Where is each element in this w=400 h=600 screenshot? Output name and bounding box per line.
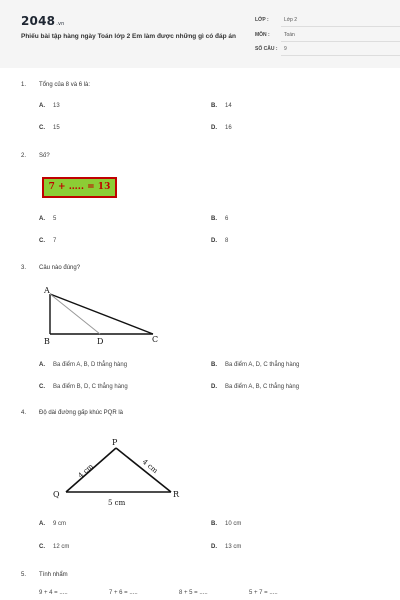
meta-class-value: Lớp 2 xyxy=(284,17,298,23)
site-logo[interactable] xyxy=(21,14,65,28)
option-letter: B. xyxy=(211,521,217,527)
option-text: 15 xyxy=(53,125,60,131)
option-text: 14 xyxy=(225,103,232,109)
q4-option-a[interactable] xyxy=(39,521,66,527)
option-letter: D. xyxy=(211,125,217,131)
option-text: 12 cm xyxy=(53,544,70,550)
option-letter: B. xyxy=(211,216,217,222)
q5-item-2: 7 + 6 = ..... xyxy=(109,590,138,596)
q3-option-a[interactable] xyxy=(39,362,127,368)
q2-option-d[interactable] xyxy=(211,238,228,244)
question-number: 1. xyxy=(21,82,27,88)
option-text: Ba điểm A, B, C thẳng hàng xyxy=(225,384,300,390)
q5-item-1: 9 + 4 = ..... xyxy=(39,590,68,596)
q4-option-d[interactable] xyxy=(211,544,241,550)
option-text: Ba điểm A, B, D thẳng hàng xyxy=(53,362,128,368)
q4-option-b[interactable] xyxy=(211,521,241,527)
q1-option-c[interactable] xyxy=(39,125,60,131)
q1-option-b[interactable] xyxy=(211,103,232,109)
triangle-abc-figure xyxy=(38,282,168,348)
equation-box: 7 + ….. = 13 xyxy=(42,177,117,198)
question-number: 5. xyxy=(21,572,27,578)
meta-subject-key: MÔN : xyxy=(255,32,270,38)
meta-divider xyxy=(281,26,400,27)
logo-text: 2048 xyxy=(21,14,56,28)
label-point-d: D xyxy=(97,337,104,346)
option-letter: B. xyxy=(211,362,217,368)
meta-divider xyxy=(281,55,400,56)
triangle-pqr-figure xyxy=(48,434,188,510)
option-text: 6 xyxy=(225,216,229,222)
option-text: 9 cm xyxy=(53,521,67,527)
label-side-pr: 4 cm xyxy=(140,457,160,475)
q3-option-d[interactable] xyxy=(211,384,299,390)
meta-count-key: SỐ CÂU : xyxy=(255,46,278,52)
meta-count-value: 9 xyxy=(284,46,287,52)
q2-option-c[interactable] xyxy=(39,238,56,244)
option-text: 7 xyxy=(53,238,57,244)
option-letter: D. xyxy=(211,238,217,244)
option-letter: A. xyxy=(39,216,45,222)
q4-option-c[interactable] xyxy=(39,544,69,550)
meta-divider xyxy=(281,41,400,42)
q2-option-b[interactable] xyxy=(211,216,228,222)
option-text: 16 xyxy=(225,125,232,131)
q1-option-d[interactable] xyxy=(211,125,232,131)
option-text: Ba điểm A, D, C thẳng hàng xyxy=(225,362,300,368)
question-text: Số? xyxy=(39,153,50,159)
label-point-r: R xyxy=(173,490,180,499)
logo-suffix: .vn xyxy=(56,21,65,27)
label-point-c: C xyxy=(152,335,159,344)
worksheet-title: Phiếu bài tập hàng ngày Toán lớp 2 Em làm được những gì có đáp án xyxy=(21,33,237,40)
option-letter: C. xyxy=(39,544,45,550)
option-text: 13 xyxy=(53,103,60,109)
meta-subject-value: Toán xyxy=(284,32,295,38)
label-side-qr: 5 cm xyxy=(108,499,126,507)
q5-item-4: 5 + 7 = ..... xyxy=(249,590,278,596)
meta-class-key: LỚP : xyxy=(255,17,269,23)
question-text: Độ dài đường gấp khúc PQR là xyxy=(39,410,123,416)
option-text: 8 xyxy=(225,238,229,244)
question-number: 4. xyxy=(21,410,27,416)
option-text: 13 cm xyxy=(225,544,242,550)
q3-option-b[interactable] xyxy=(211,362,299,368)
label-point-q: Q xyxy=(53,490,60,499)
label-point-b: B xyxy=(44,337,50,346)
option-text: 10 cm xyxy=(225,521,242,527)
option-letter: B. xyxy=(211,103,217,109)
question-text: Tính nhẩm xyxy=(39,572,68,578)
option-letter: C. xyxy=(39,384,45,390)
label-point-p: P xyxy=(112,438,118,447)
option-text: 5 xyxy=(53,216,57,222)
question-text: Câu nào đúng? xyxy=(39,265,81,271)
option-text: Ba điểm B, D, C thẳng hàng xyxy=(53,384,128,390)
label-side-pq: 4 cm xyxy=(76,462,95,480)
label-point-a: A xyxy=(44,286,50,295)
option-letter: A. xyxy=(39,362,45,368)
option-letter: D. xyxy=(211,544,217,550)
option-letter: C. xyxy=(39,125,45,131)
option-letter: C. xyxy=(39,238,45,244)
q1-option-a[interactable] xyxy=(39,103,60,109)
option-letter: D. xyxy=(211,384,217,390)
question-number: 2. xyxy=(21,153,27,159)
option-letter: A. xyxy=(39,521,45,527)
question-text: Tổng của 8 và 6 là: xyxy=(39,82,91,88)
q5-item-3: 8 + 5 = ..... xyxy=(179,590,208,596)
q2-option-a[interactable] xyxy=(39,216,56,222)
q3-option-c[interactable] xyxy=(39,384,128,390)
question-number: 3. xyxy=(21,265,27,271)
header xyxy=(0,0,400,68)
option-letter: A. xyxy=(39,103,45,109)
